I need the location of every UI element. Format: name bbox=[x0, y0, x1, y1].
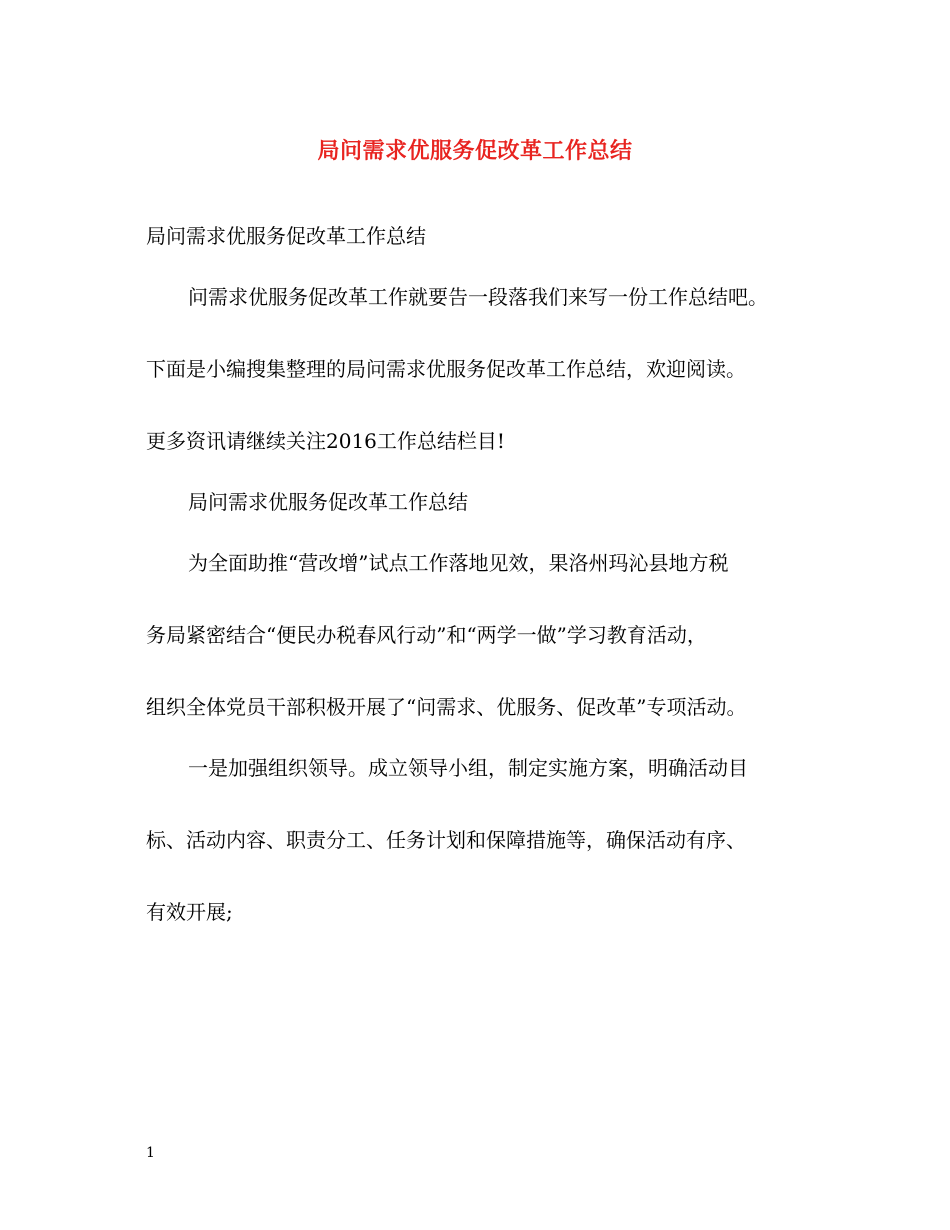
body-line-intro-2: 下面是小编搜集整理的局问需求优服务促改革工作总结，欢迎阅读。 bbox=[146, 357, 746, 381]
body-line-intro-3: 更多资讯请继续关注2016工作总结栏目! bbox=[146, 429, 505, 453]
body-line-para1-1: 为全面助推“营改增”试点工作落地见效，果洛州玛沁县地方税 bbox=[188, 551, 729, 575]
body-line-para2-1: 一是加强组织领导。成立领导小组，制定实施方案，明确活动目 bbox=[188, 756, 748, 780]
document-title: 局问需求优服务促改革工作总结 bbox=[317, 138, 633, 164]
body-line-para1-3: 组织全体党员干部积极开展了“问需求、优服务、促改革”专项活动。 bbox=[146, 695, 747, 719]
body-line-para2-3: 有效开展; bbox=[146, 900, 233, 924]
body-line-section-heading: 局问需求优服务促改革工作总结 bbox=[188, 490, 468, 514]
page-number: 1 bbox=[146, 1145, 155, 1161]
body-line-subtitle: 局问需求优服务促改革工作总结 bbox=[146, 224, 426, 248]
body-line-intro-1: 问需求优服务促改革工作就要告一段落我们来写一份工作总结吧。 bbox=[188, 285, 768, 309]
body-line-para1-2: 务局紧密结合“便民办税春风行动”和“两学一做”学习教育活动， bbox=[146, 623, 707, 647]
body-line-para2-2: 标、活动内容、职责分工、任务计划和保障措施等，确保活动有序、 bbox=[146, 828, 746, 852]
